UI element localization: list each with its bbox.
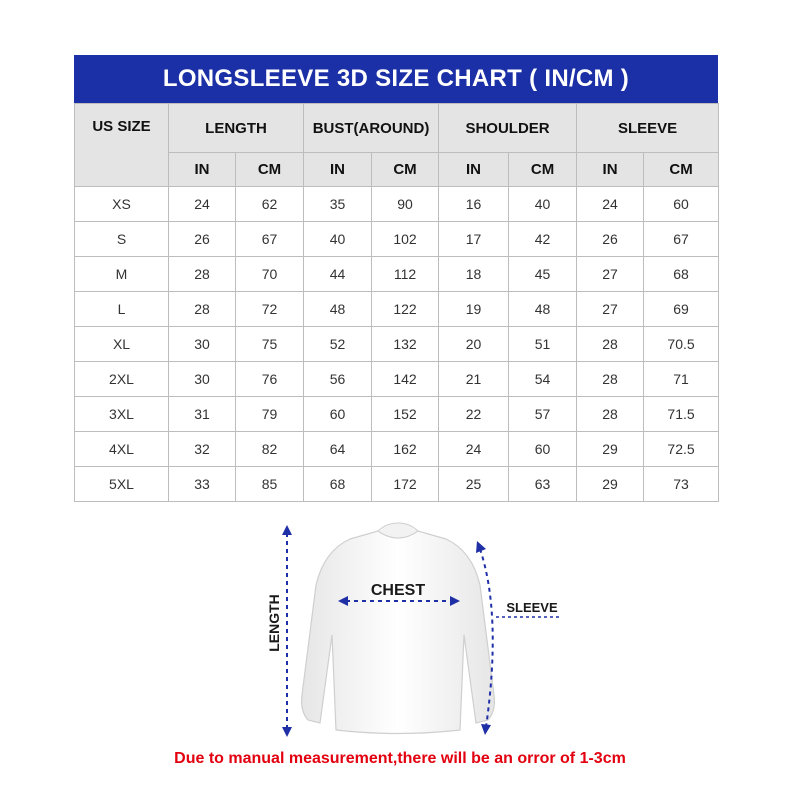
measurement-cell: 71 bbox=[644, 362, 719, 397]
measurement-cell: 52 bbox=[304, 327, 372, 362]
unit-header: IN bbox=[439, 153, 509, 187]
measurement-cell: 19 bbox=[439, 292, 509, 327]
measurement-cell: 67 bbox=[236, 222, 304, 257]
measurement-cell: 22 bbox=[439, 397, 509, 432]
measurement-cell: 60 bbox=[509, 432, 577, 467]
unit-header: CM bbox=[236, 153, 304, 187]
table-row bbox=[75, 257, 719, 292]
measurement-cell: 73 bbox=[644, 467, 719, 502]
measurement-cell: 44 bbox=[304, 257, 372, 292]
unit-header: CM bbox=[644, 153, 719, 187]
sleeve-label: SLEEVE bbox=[506, 600, 558, 615]
measurement-cell: 75 bbox=[236, 327, 304, 362]
measurement-cell: 28 bbox=[577, 327, 644, 362]
measurement-cell: 112 bbox=[372, 257, 439, 292]
measurement-cell: 68 bbox=[644, 257, 719, 292]
measurement-cell: 27 bbox=[577, 257, 644, 292]
measurement-cell: 68 bbox=[304, 467, 372, 502]
measurement-cell: 17 bbox=[439, 222, 509, 257]
measurement-cell: 82 bbox=[236, 432, 304, 467]
measurement-cell: 102 bbox=[372, 222, 439, 257]
measurement-cell: 24 bbox=[439, 432, 509, 467]
measurement-cell: 20 bbox=[439, 327, 509, 362]
size-cell: M bbox=[75, 257, 169, 292]
measurement-cell: 30 bbox=[169, 327, 236, 362]
measurement-cell: 48 bbox=[304, 292, 372, 327]
sleeve-header: SLEEVE bbox=[577, 104, 719, 153]
size-table bbox=[74, 103, 719, 502]
measurement-cell: 76 bbox=[236, 362, 304, 397]
measurement-cell: 40 bbox=[304, 222, 372, 257]
measurement-cell: 56 bbox=[304, 362, 372, 397]
measurement-cell: 63 bbox=[509, 467, 577, 502]
measurement-cell: 25 bbox=[439, 467, 509, 502]
measurement-cell: 132 bbox=[372, 327, 439, 362]
unit-header: IN bbox=[169, 153, 236, 187]
table-row bbox=[75, 327, 719, 362]
measurement-cell: 57 bbox=[509, 397, 577, 432]
measurement-cell: 172 bbox=[372, 467, 439, 502]
measurement-cell: 28 bbox=[577, 397, 644, 432]
measurement-cell: 24 bbox=[169, 187, 236, 222]
measurement-cell: 72.5 bbox=[644, 432, 719, 467]
measurement-cell: 45 bbox=[509, 257, 577, 292]
measurement-cell: 40 bbox=[509, 187, 577, 222]
measurement-cell: 29 bbox=[577, 432, 644, 467]
measurement-cell: 21 bbox=[439, 362, 509, 397]
measurement-cell: 85 bbox=[236, 467, 304, 502]
measurement-diagram bbox=[250, 515, 570, 745]
measurement-cell: 122 bbox=[372, 292, 439, 327]
unit-header: IN bbox=[304, 153, 372, 187]
measurement-cell: 51 bbox=[509, 327, 577, 362]
size-chart bbox=[74, 55, 718, 502]
table-row bbox=[75, 187, 719, 222]
table-row bbox=[75, 432, 719, 467]
measurement-cell: 90 bbox=[372, 187, 439, 222]
measurement-cell: 64 bbox=[304, 432, 372, 467]
measurement-cell: 70 bbox=[236, 257, 304, 292]
measurement-cell: 60 bbox=[304, 397, 372, 432]
measurement-cell: 70.5 bbox=[644, 327, 719, 362]
measurement-cell: 26 bbox=[577, 222, 644, 257]
size-cell: XS bbox=[75, 187, 169, 222]
measurement-cell: 16 bbox=[439, 187, 509, 222]
chest-label: CHEST bbox=[370, 582, 426, 599]
measurement-cell: 67 bbox=[644, 222, 719, 257]
measurement-cell: 71.5 bbox=[644, 397, 719, 432]
size-cell: 4XL bbox=[75, 432, 169, 467]
length-header: LENGTH bbox=[169, 104, 304, 153]
size-cell: 3XL bbox=[75, 397, 169, 432]
measurement-cell: 69 bbox=[644, 292, 719, 327]
measurement-cell: 33 bbox=[169, 467, 236, 502]
table-row bbox=[75, 467, 719, 502]
measurement-cell: 152 bbox=[372, 397, 439, 432]
measurement-cell: 18 bbox=[439, 257, 509, 292]
measurement-cell: 62 bbox=[236, 187, 304, 222]
measurement-cell: 54 bbox=[509, 362, 577, 397]
size-cell: S bbox=[75, 222, 169, 257]
measurement-cell: 28 bbox=[169, 257, 236, 292]
measurement-cell: 31 bbox=[169, 397, 236, 432]
measurement-cell: 142 bbox=[372, 362, 439, 397]
measurement-cell: 72 bbox=[236, 292, 304, 327]
measurement-cell: 28 bbox=[577, 362, 644, 397]
table-row bbox=[75, 222, 719, 257]
table-row bbox=[75, 397, 719, 432]
measurement-cell: 48 bbox=[509, 292, 577, 327]
measurement-cell: 28 bbox=[169, 292, 236, 327]
size-cell: XL bbox=[75, 327, 169, 362]
size-table-body bbox=[75, 187, 719, 502]
table-row bbox=[75, 292, 719, 327]
measurement-cell: 32 bbox=[169, 432, 236, 467]
size-cell: 5XL bbox=[75, 467, 169, 502]
measurement-cell: 79 bbox=[236, 397, 304, 432]
long-sleeve-shirt-icon bbox=[250, 515, 570, 745]
measurement-cell: 24 bbox=[577, 187, 644, 222]
measurement-note: Due to manual measurement,there will be an orror of 1-3cm bbox=[174, 750, 626, 767]
shoulder-header: SHOULDER bbox=[439, 104, 577, 153]
measurement-cell: 29 bbox=[577, 467, 644, 502]
length-label: LENGTH bbox=[266, 594, 282, 652]
measurement-cell: 60 bbox=[644, 187, 719, 222]
unit-header: CM bbox=[372, 153, 439, 187]
size-cell: L bbox=[75, 292, 169, 327]
size-cell: 2XL bbox=[75, 362, 169, 397]
us-size-header: US SIZE bbox=[75, 104, 169, 187]
chart-title: LONGSLEEVE 3D SIZE CHART ( IN/CM ) bbox=[74, 55, 718, 103]
measurement-cell: 26 bbox=[169, 222, 236, 257]
bust-header: BUST(AROUND) bbox=[304, 104, 439, 153]
measurement-cell: 35 bbox=[304, 187, 372, 222]
measurement-cell: 30 bbox=[169, 362, 236, 397]
measurement-cell: 162 bbox=[372, 432, 439, 467]
unit-header: IN bbox=[577, 153, 644, 187]
measurement-cell: 42 bbox=[509, 222, 577, 257]
table-row bbox=[75, 362, 719, 397]
measurement-cell: 27 bbox=[577, 292, 644, 327]
unit-header: CM bbox=[509, 153, 577, 187]
